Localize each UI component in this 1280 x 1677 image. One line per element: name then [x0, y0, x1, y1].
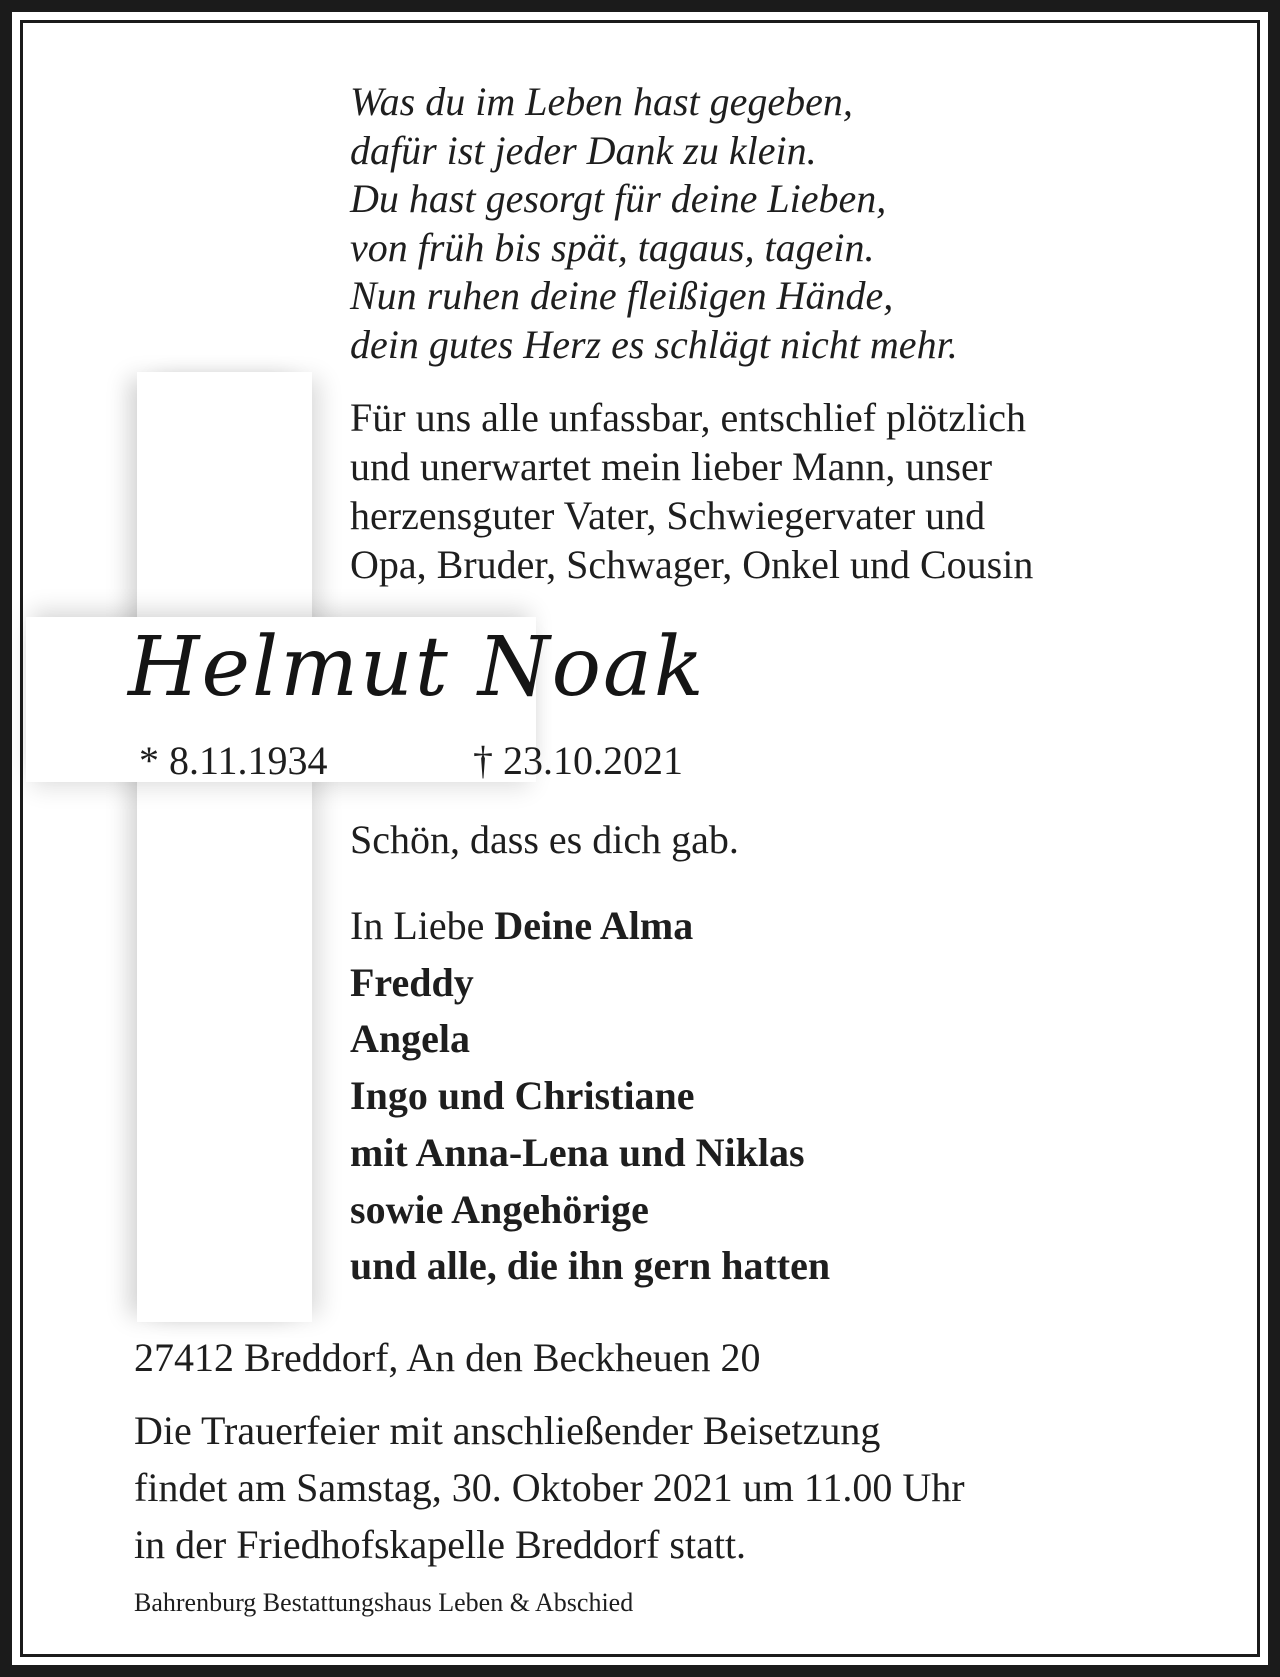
announcement-line: und unerwartet mein lieber Mann, unser	[350, 444, 993, 489]
deceased-name: Helmut Noak	[128, 620, 706, 715]
cross-vertical-beam	[137, 372, 312, 1322]
poem-line: dafür ist jeder Dank zu klein.	[350, 127, 817, 173]
announcement-line: herzensguter Vater, Schwiegervater und	[350, 493, 986, 538]
service-line: Die Trauerfeier mit anschließender Beisetzung	[134, 1408, 881, 1453]
poem-line: Du hast gesorgt für deine Lieben,	[350, 176, 887, 221]
announcement-text	[350, 393, 1230, 589]
poem-line: von früh bis spät, tagaus, tagein.	[350, 224, 875, 270]
birth-date: * 8.11.1934	[139, 738, 328, 783]
announcement-line: Opa, Bruder, Schwager, Onkel und Cousin	[350, 542, 1034, 587]
mourner-name: und alle, die ihn gern hatten	[350, 1243, 831, 1289]
death-date: † 23.10.2021	[473, 738, 683, 783]
service-details	[134, 1402, 1244, 1573]
mourner-name: sowie Angehörige	[350, 1186, 649, 1232]
closing-phrase: Schön, dass es dich gab.	[350, 817, 739, 862]
announcement-line: Für uns alle unfassbar, entschlief plötzlich	[350, 395, 1026, 440]
poem-line: dein gutes Herz es schlägt nicht mehr.	[350, 321, 958, 367]
memorial-poem	[350, 78, 1230, 369]
mourner-name: Angela	[350, 1016, 470, 1062]
funeral-home-name: Bahrenburg Bestattungshaus Leben & Abschied	[134, 1588, 634, 1617]
mourner-name: mit Anna-Lena und Niklas	[350, 1129, 805, 1175]
poem-line: Was du im Leben hast gegeben,	[350, 79, 853, 124]
family-address: 27412 Breddorf, An den Beckheuen 20	[134, 1335, 761, 1380]
service-line: in der Friedhofskapelle Breddorf statt.	[134, 1522, 747, 1567]
mourner-name: Freddy	[350, 959, 474, 1005]
mourner-row	[350, 898, 1230, 955]
mourner-name: Ingo und Christiane	[350, 1073, 695, 1119]
service-line: findet am Samstag, 30. Oktober 2021 um 11.00 Uhr	[134, 1465, 965, 1510]
mourners-prefix: In Liebe	[350, 903, 495, 948]
poem-line: Nun ruhen deine fleißigen Hände,	[350, 273, 894, 318]
mourners-list	[350, 898, 1230, 1295]
mourner-name: Deine Alma	[494, 903, 694, 948]
